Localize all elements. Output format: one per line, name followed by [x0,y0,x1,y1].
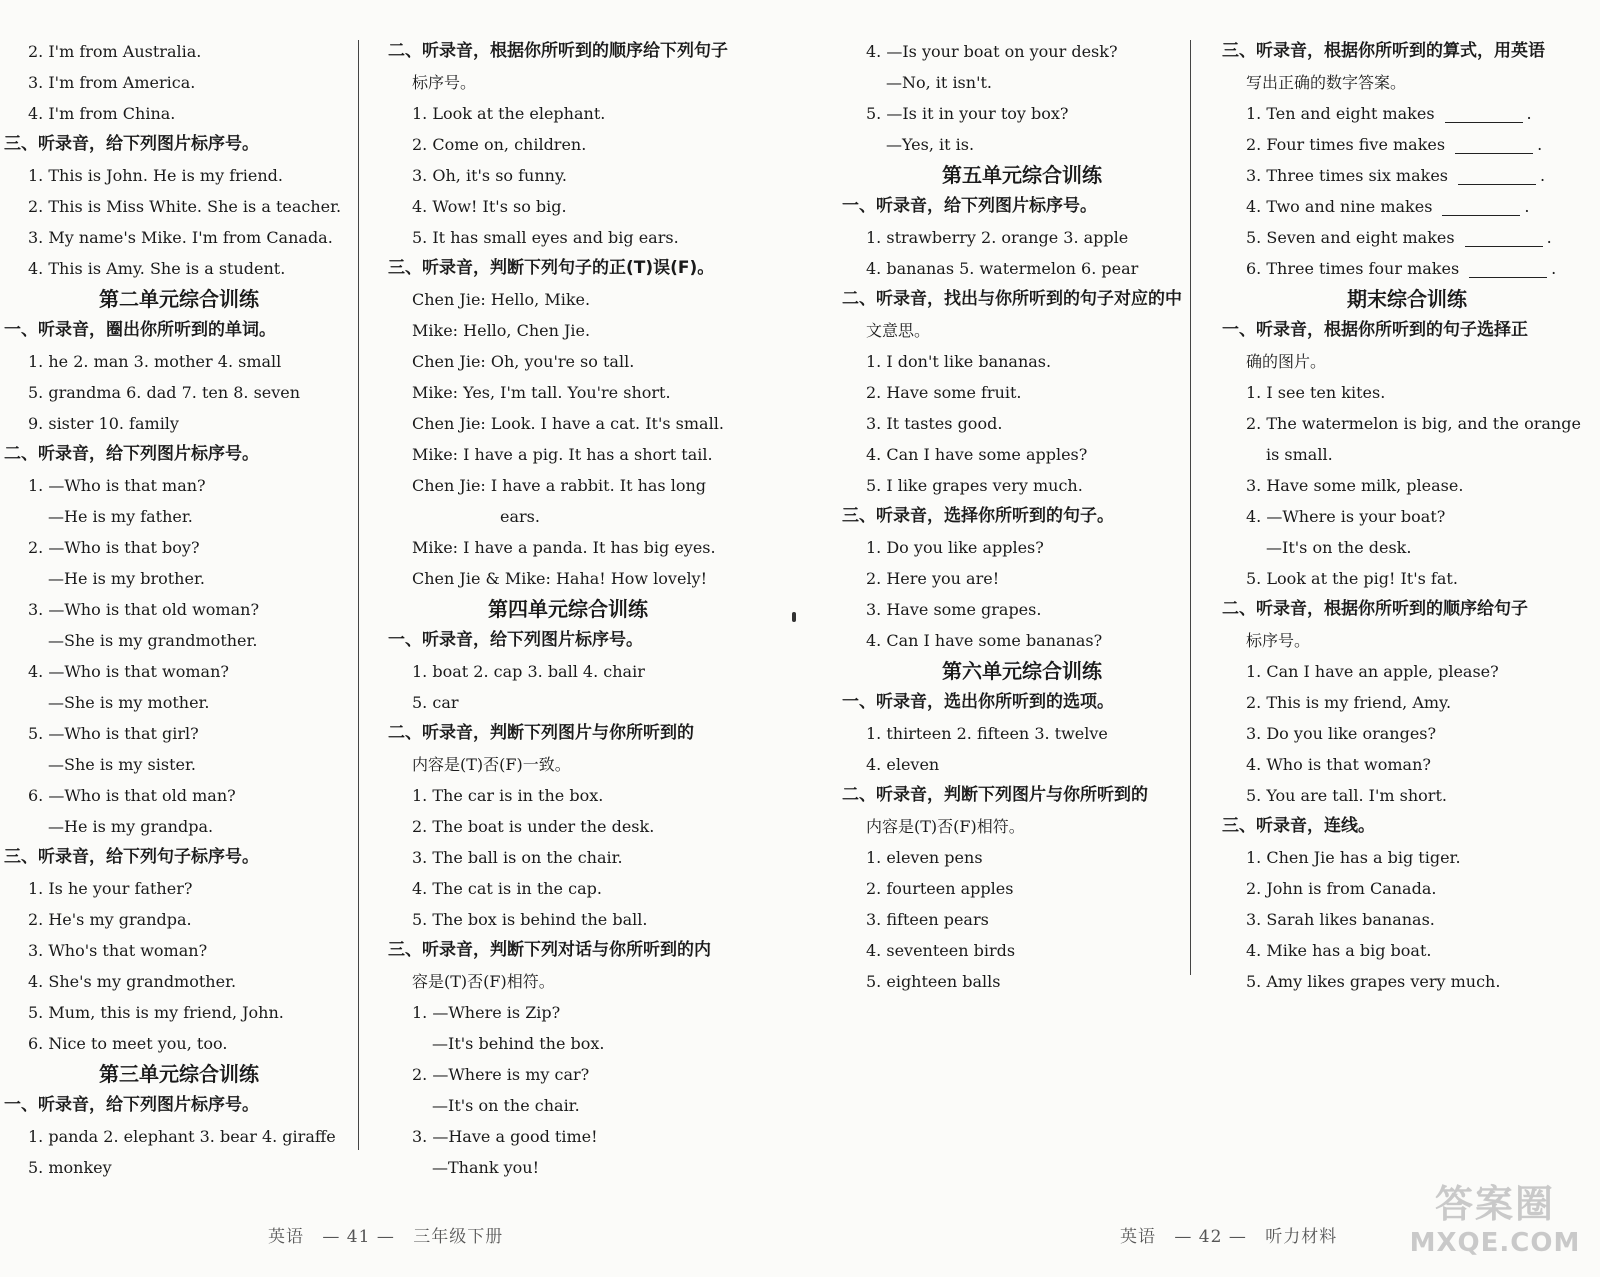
fill-blank-line [1222,222,1592,253]
heading-continuation: 确的图片。 [1246,352,1327,371]
answer-line: —He is my brother. [48,569,205,588]
answer-line: —No, it isn't. [886,73,992,92]
answer-line: —It's on the desk. [1266,538,1412,557]
fill-blank-line [1222,160,1592,191]
answer-blank[interactable] [1442,199,1520,216]
continuation-line: ears. [500,507,540,526]
text-line: 3. Who's that woman? [28,941,208,960]
answer-blank[interactable] [1458,168,1536,185]
text-line: 3. Oh, it's so funny. [412,166,567,185]
text-line: 3. Do you like oranges? [1246,724,1437,743]
text-line: 1. —Who is that man? [28,476,206,495]
question-text: 5. Seven and eight makes [1246,228,1455,247]
section-heading: 一、听录音，给下列图片标序号。 [388,630,643,650]
text-line: 5. car [412,693,459,712]
text-line: 4. —Is your boat on your desk? [866,42,1118,61]
answer-line: —He is my father. [48,507,193,526]
watermark-bottom: MXQE.COM [1409,1228,1581,1258]
unit-title: 第四单元综合训练 [488,597,648,621]
text-line: 4. She's my grandmother. [28,972,237,991]
question-text: 1. Ten and eight makes [1246,104,1435,123]
text-line: 5. The box is behind the ball. [412,910,648,929]
text-line: 4. bananas 5. watermelon 6. pear [866,259,1139,278]
text-line: 4. —Who is that woman? [28,662,229,681]
text-line: 2. I'm from Australia. [28,42,202,61]
text-line: 4. Can I have some bananas? [866,631,1103,650]
text-line: 3. The ball is on the chair. [412,848,623,867]
text-line: 2. The boat is under the desk. [412,817,655,836]
heading-continuation: 标序号。 [1246,631,1311,650]
fill-blank-line [1222,129,1592,160]
section-heading: 三、听录音，给下列图片标序号。 [4,134,259,154]
column-3 [842,36,1202,997]
footer-right-subject: 英语 [1120,1227,1156,1247]
question-text: 6. Three times four makes [1246,259,1460,278]
scan-mark [792,612,796,622]
text-line: 3. My name's Mike. I'm from Canada. [28,228,333,247]
text-line: 1. I don't like bananas. [866,352,1052,371]
unit-title: 第五单元综合训练 [942,163,1102,187]
text-line: 3. fifteen pears [866,910,989,929]
answer-blank[interactable] [1445,106,1523,123]
text-line: 1. The car is in the box. [412,786,604,805]
period: . [1524,197,1530,216]
footer-left-book: 三年级下册 [413,1227,504,1247]
section-heading: 二、听录音，根据你所听到的顺序给句子 [1222,599,1528,619]
text-line: 3. I'm from America. [28,73,196,92]
watermark-top: 答案圈 [1434,1182,1555,1226]
period: . [1540,166,1546,185]
answer-line: —He is my grandpa. [48,817,214,836]
text-line: 1. thirteen 2. fifteen 3. twelve [866,724,1108,743]
text-line: 4. seventeen birds [866,941,1016,960]
text-line: 4. Mike has a big boat. [1246,941,1432,960]
column-divider-1 [358,40,359,1150]
footer-left-page: — 41 — [322,1227,395,1247]
text-line: 2. He's my grandpa. [28,910,192,929]
text-line: 2. Have some fruit. [866,383,1022,402]
text-line: 1. eleven pens [866,848,983,867]
text-line: 5. —Is it in your toy box? [866,104,1069,123]
text-line: 4. Who is that woman? [1246,755,1431,774]
column-1 [4,36,354,1183]
section-heading: 二、听录音，给下列图片标序号。 [4,444,259,464]
answer-line: is small. [1266,445,1333,464]
text-line: 1. This is John. He is my friend. [28,166,283,185]
answer-line: —It's behind the box. [432,1034,605,1053]
section-heading: 二、听录音，根据你所听到的顺序给下列句子 [388,41,728,61]
heading-continuation: 容是(T)否(F)相符。 [412,972,555,991]
answer-line: —She is my mother. [48,693,210,712]
heading-continuation: 写出正确的数字答案。 [1246,73,1407,92]
text-line: 4. Wow! It's so big. [412,197,567,216]
question-text: 2. Four times five makes [1246,135,1446,154]
text-line: 1. Do you like apples? [866,538,1044,557]
text-line: 5. You are tall. I'm short. [1246,786,1447,805]
text-line: 9. sister 10. family [28,414,179,433]
text-line: Chen Jie: I have a rabbit. It has long [412,476,707,495]
column-2 [388,36,748,1183]
text-line: 1. Chen Jie has a big tiger. [1246,848,1461,867]
column-4 [1222,36,1592,997]
text-line: 5. I like grapes very much. [866,476,1083,495]
text-line: 1. boat 2. cap 3. ball 4. chair [412,662,645,681]
section-heading: 一、听录音，给下列图片标序号。 [842,196,1097,216]
period: . [1551,259,1557,278]
answer-blank[interactable] [1469,261,1547,278]
text-line: 5. Look at the pig! It's fat. [1246,569,1458,588]
footer-right-book: 听力材料 [1265,1227,1338,1247]
text-line: 5. It has small eyes and big ears. [412,228,679,247]
text-line: 4. Can I have some apples? [866,445,1088,464]
heading-continuation: 标序号。 [412,73,477,92]
text-line: Chen Jie & Mike: Haha! How lovely! [412,569,708,588]
answer-line: —She is my grandmother. [48,631,258,650]
heading-continuation: 内容是(T)否(F)相符。 [866,817,1025,836]
text-line: 2. This is my friend, Amy. [1246,693,1452,712]
text-line: 3. Sarah likes bananas. [1246,910,1435,929]
section-heading: 三、听录音，选择你所听到的句子。 [842,506,1114,526]
text-line: 2. John is from Canada. [1246,879,1437,898]
answer-blank[interactable] [1465,230,1543,247]
section-heading: 一、听录音，选出你所听到的选项。 [842,692,1114,712]
footer-left-subject: 英语 [268,1227,304,1247]
question-text: 3. Three times six makes [1246,166,1449,185]
text-line: 2. The watermelon is big, and the orange [1246,414,1581,433]
fill-blank-line [1222,253,1592,284]
unit-title: 期末综合训练 [1347,287,1467,311]
unit-title: 第六单元综合训练 [942,659,1102,683]
text-line: 1. —Where is Zip? [412,1003,561,1022]
text-line: 5. Amy likes grapes very much. [1246,972,1501,991]
text-line: 3. —Have a good time! [412,1127,598,1146]
fill-blank-line [1222,191,1592,222]
text-line: 1. Can I have an apple, please? [1246,662,1499,681]
text-line: 4. eleven [866,755,940,774]
section-heading: 二、听录音，判断下列图片与你所听到的 [388,723,694,743]
text-line: Mike: I have a panda. It has big eyes. [412,538,716,557]
section-heading: 三、听录音，根据你所听到的算式，用英语 [1222,41,1545,61]
footer-right [1120,1222,1349,1247]
heading-continuation: 文意思。 [866,321,931,340]
footer-right-page: — 42 — [1174,1227,1247,1247]
text-line: 2. Here you are! [866,569,1000,588]
text-line: 4. This is Amy. She is a student. [28,259,286,278]
text-line: 1. panda 2. elephant 3. bear 4. giraffe [28,1127,336,1146]
text-line: 5. Mum, this is my friend, John. [28,1003,284,1022]
text-line: 3. —Who is that old woman? [28,600,260,619]
period: . [1526,104,1532,123]
text-line: 1. Is he your father? [28,879,193,898]
text-line: 2. This is Miss White. She is a teacher. [28,197,342,216]
fill-blank-line [1222,98,1592,129]
section-heading: 一、听录音，给下列图片标序号。 [4,1095,259,1115]
question-text: 4. Two and nine makes [1246,197,1433,216]
text-line: 5. eighteen balls [866,972,1001,991]
text-line: 1. Look at the elephant. [412,104,606,123]
answer-line: —She is my sister. [48,755,196,774]
section-heading: 一、听录音，圈出你所听到的单词。 [4,320,276,340]
text-line: 2. —Where is my car? [412,1065,590,1084]
text-line: 2. Come on, children. [412,135,587,154]
answer-blank[interactable] [1455,137,1533,154]
section-heading: 三、听录音，连线。 [1222,816,1375,836]
text-line: 2. fourteen apples [866,879,1014,898]
text-line: 3. Have some milk, please. [1246,476,1464,495]
text-line: 4. —Where is your boat? [1246,507,1446,526]
unit-title: 第二单元综合训练 [99,287,259,311]
text-line: 3. Have some grapes. [866,600,1042,619]
answer-line: —It's on the chair. [432,1096,580,1115]
watermark-logo [1405,1180,1585,1270]
period: . [1537,135,1543,154]
section-heading: 二、听录音，找出与你所听到的句子对应的中 [842,289,1182,309]
text-line: Chen Jie: Look. I have a cat. It's small. [412,414,724,433]
answer-line: —Yes, it is. [886,135,975,154]
text-line: Chen Jie: Oh, you're so tall. [412,352,635,371]
text-line: 5. grandma 6. dad 7. ten 8. seven [28,383,301,402]
answer-line: —Thank you! [432,1158,540,1177]
footer-left [268,1222,515,1247]
text-line: 6. Nice to meet you, too. [28,1034,228,1053]
text-line: Chen Jie: Hello, Mike. [412,290,591,309]
text-line: 6. —Who is that old man? [28,786,236,805]
text-line: Mike: I have a pig. It has a short tail. [412,445,713,464]
text-line: 5. monkey [28,1158,112,1177]
text-line: Mike: Hello, Chen Jie. [412,321,591,340]
section-heading: 三、听录音，给下列句子标序号。 [4,847,259,867]
section-heading: 二、听录音，判断下列图片与你所听到的 [842,785,1148,805]
text-line: Mike: Yes, I'm tall. You're short. [412,383,671,402]
section-heading: 三、听录音，判断下列对话与你所听到的内 [388,940,711,960]
text-line: 1. he 2. man 3. mother 4. small [28,352,282,371]
section-heading: 三、听录音，判断下列句子的正(T)误(F)。 [388,258,715,278]
text-line: 5. —Who is that girl? [28,724,199,743]
text-line: 2. —Who is that boy? [28,538,200,557]
section-heading: 一、听录音，根据你所听到的句子选择正 [1222,320,1528,340]
text-line: 3. It tastes good. [866,414,1003,433]
text-line: 4. I'm from China. [28,104,176,123]
unit-title: 第三单元综合训练 [99,1062,259,1086]
heading-continuation: 内容是(T)否(F)一致。 [412,755,571,774]
period: . [1546,228,1552,247]
text-line: 4. The cat is in the cap. [412,879,602,898]
text-line: 1. strawberry 2. orange 3. apple [866,228,1129,247]
text-line: 1. I see ten kites. [1246,383,1386,402]
